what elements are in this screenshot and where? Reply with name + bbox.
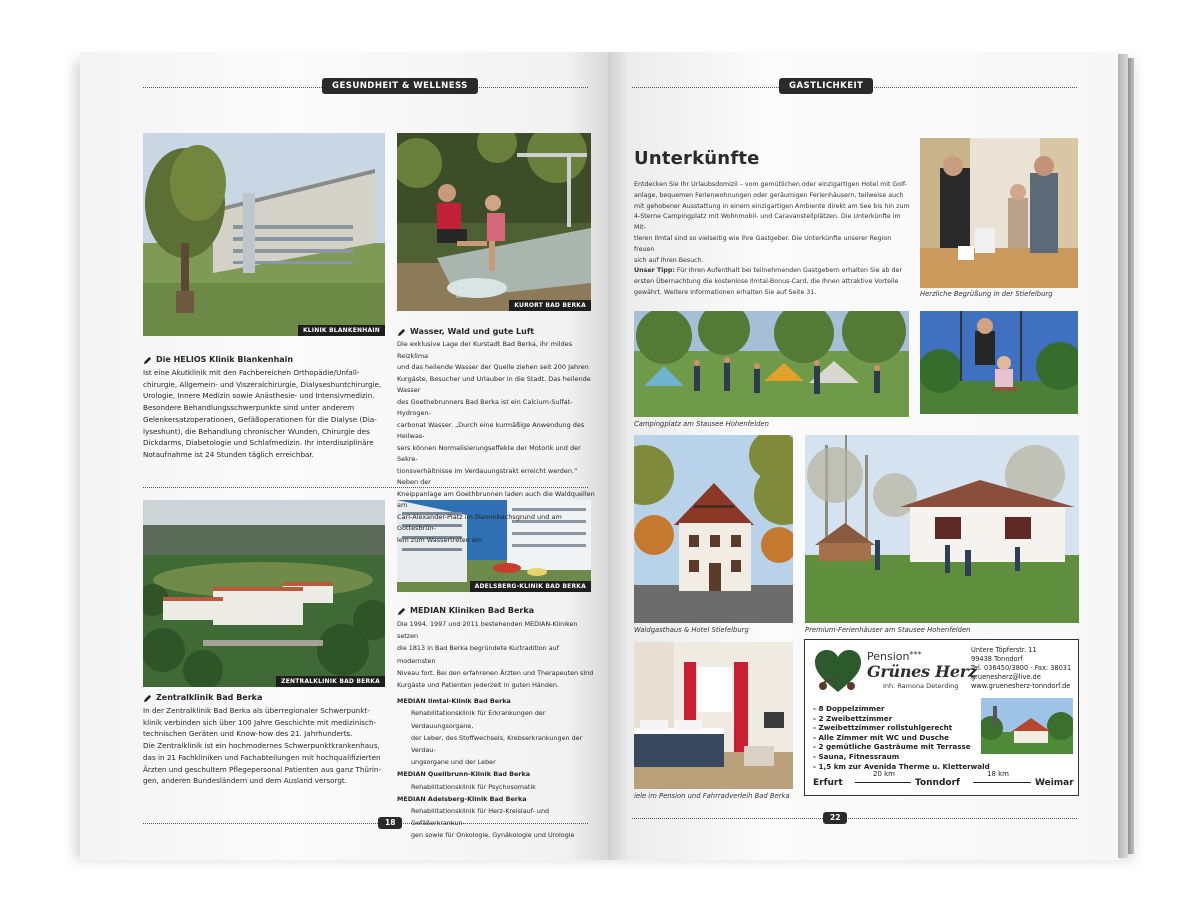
article-median-title: MEDIAN Kliniken Bad Berka	[410, 606, 535, 615]
photo-kurort-bad-berka	[397, 133, 591, 311]
article-wasser-heading	[397, 326, 597, 338]
intro-text: Entdecken Sie Ihr Urlaubsdomizil – vom gemütlichen oder einzigartigen Hotel mit Golf- anlage, bequemen Ferienwohnungen oder geräumigen Ferienhäusern, teilweise auch mit gehobener Ausstattung in einem einzigartigen Ambiente direkt am See bis hin zum 4-Sterne Campingplatz mit Wohnmobil- und Caravanstellplätzen. Die Unterkünfte im Mit- tleren Ilmtal sind so vielseitig wie ihre Gastgeber. Die Unterkünfte unserer Region freuen sich auf Ihren Besuch. Unser Tipp: Für Ihren Aufenthalt bei teilnehmenden Gastgebern erhalten Sie ab der ersten Übernachtung die kostenlose Ilmtal-Bonus-Card, die Ihnen attraktive Vorteile gewährt. Weitere Informationen erhalten Sie auf Seite 31.	[634, 181, 910, 296]
page-number-left: 18	[378, 817, 402, 829]
route-mid: Tonndorf	[915, 778, 960, 788]
caption-waldgasthaus: Waldgasthaus & Hotel Stiefelburg	[634, 626, 749, 634]
section-tab-left: GESUNDHEIT & WELLNESS	[322, 78, 478, 94]
page-number-right: 22	[823, 812, 847, 824]
page-stack-edge-dark	[1128, 58, 1134, 854]
ad-pension-name: Grünes Herz	[867, 662, 977, 681]
article-helios-heading	[143, 354, 393, 366]
route-km-left: 20 km	[873, 770, 896, 778]
photo-stiefelburg-welcome	[920, 138, 1078, 288]
ad-pension-label: Pension***	[867, 650, 922, 663]
photo-tag-zentralklinik: ZENTRALKLINIK BAD BERKA	[276, 676, 385, 687]
photo-zentralklinik	[143, 500, 385, 687]
photo-tag-blankenhain: KLINIK BLANKENHAIN	[298, 325, 385, 336]
photo-tag-kurort: KURORT BAD BERKA	[509, 300, 591, 311]
ad-contact: Untere Töpferstr. 11 99438 Tonndorf Tel. 036450/3800 - Fax: 38031 gruenesherz@live.de www.gruenesherz-tonndorf.de	[971, 646, 1072, 690]
photo-tag-adelsberg: ADELSBERG-KLINIK BAD BERKA	[470, 581, 591, 592]
photo-camping	[634, 311, 909, 417]
ad-features-list	[813, 704, 990, 771]
route-km-right: 18 km	[987, 770, 1010, 778]
article-zentralklinik	[143, 692, 393, 787]
photo-pension-room	[634, 642, 793, 789]
page-title: Unterkünfte	[634, 148, 760, 169]
article-median-body: Die 1994, 1997 und 2011 bestehenden MEDIAN-Kliniken setzen die 1813 in Bad Berka begründete Kurtradition auf modernsten Niveau fort. Bei den erfahrenen Ärzten und Therapeuten sind Kurgäste und Patienten jederzeit in guten Händen.	[397, 620, 594, 690]
pencil-icon	[397, 328, 406, 337]
article-helios-body: Ist eine Akutklinik mit den Fachbereichen Orthopädie/Unfall- chirurgie, Allgemein- und Viszeralchirurgie, Dialyseshuntchirurgie, Urologie, Innere Medizin sowie Anästhesie- und Intensivmedizin. Besondere Behandlungsschwerpunkte sind unter anderem Gelenkersatzoperationen, Gefäßoperationen für die Dialyse (Dia- lyseshunt), die Behandlung chronischer Wunden, Chirurgie des Dickdarms, Diabetologie und Schlafmedizin. Ihr interdisziplinäre Notaufnahme ist 24 Stunden täglich erreichbar.	[143, 368, 382, 459]
caption-ferienhaeuser: Premium-Ferienhäuser am Stausee Hohenfelden	[805, 626, 971, 634]
ad-feature: - Sauna, Fitnessraum	[813, 751, 900, 761]
median-clinic-list	[397, 695, 597, 841]
pencil-icon	[143, 356, 152, 365]
clinic-desc: Rehabilitationsklinik für Psychosomatik	[411, 782, 536, 791]
ad-pension-gruenes-herz	[804, 639, 1079, 796]
pencil-icon	[143, 694, 152, 703]
article-median	[397, 605, 597, 842]
section-tab-right: GASTLICHKEIT	[779, 78, 873, 94]
article-median-heading	[397, 605, 597, 617]
tip-label: Unser Tipp:	[634, 267, 675, 275]
article-wasser-title: Wasser, Wald und gute Luft	[410, 327, 535, 336]
article-helios	[143, 354, 393, 461]
route-arrow-right	[973, 782, 1031, 783]
ad-feature: - 1,5 km zur Avenida Therme u. Kletterwald	[813, 761, 990, 771]
article-zentral-title: Zentralklinik Bad Berka	[156, 693, 263, 702]
heart-icon	[813, 648, 863, 696]
ad-feature: - 2 Zweibettzimmer	[813, 713, 893, 723]
photo-ferienhaeuser	[805, 435, 1079, 623]
article-zentral-heading	[143, 692, 393, 704]
article-wasser	[397, 326, 597, 546]
ad-feature: - Zweibettzimmer rollstuhlgerecht	[813, 723, 953, 733]
ad-feature: - 2 gemütliche Gasträume mit Terrasse	[813, 742, 971, 752]
route-to: Weimar	[1035, 778, 1074, 788]
article-zentral-body: In der Zentralklinik Bad Berka als überregionaler Schwerpunkt- klinik verbinden sich über 100 Jahre Geschichte mit medizinisch- technischen Geräten und Know-how des 21. Jahrhunderts. Die Zentralklinik ist ein hochmodernes Schwerpunktkrankenhaus, das in 21 Fachkliniken und Fachabteilungen mit hochqualifizierten Ärzten und geschultem Pflegepersonal Patienten aus ganz Thürin- gen, anderen Bundesländern und dem Ausland versorgt.	[143, 706, 382, 786]
caption-camping: Campingplatz am Stausee Hohenfelden	[634, 420, 769, 428]
clinic-name: MEDIAN Quellbrunn-Klinik Bad Berka	[397, 770, 531, 779]
article-helios-title: Die HELIOS Klinik Blankenhain	[156, 355, 294, 364]
route-from: Erfurt	[813, 778, 843, 788]
clinic-name: MEDIAN Ilmtal-Klinik Bad Berka	[397, 697, 511, 706]
route-arrow-left	[855, 782, 911, 783]
ad-house-photo	[981, 698, 1073, 754]
ad-route-map	[811, 770, 1073, 792]
pencil-icon	[397, 607, 406, 616]
ad-feature: - 8 Doppelzimmer	[813, 704, 885, 713]
page-stack-edge	[1118, 54, 1128, 858]
clinic-name: MEDIAN Adelsberg-Klinik Bad Berka	[397, 794, 527, 803]
caption-stiefelburg-welcome: Herzliche Begrüßung in der Stiefelburg	[920, 290, 1053, 298]
photo-klinik-blankenhain	[143, 133, 385, 336]
caption-pension-room: iele im Pension und Fahrradverleih Bad Berka	[634, 792, 790, 800]
photo-waldgasthaus	[634, 435, 793, 623]
clinic-desc: Rehabilitationsklinik für Erkrankungen der Verdauungsorgane, der Leber, des Stoffwechsels, Krebserkrankungen der Verdau- ungsorgane und der Leber	[411, 709, 583, 767]
photo-swing	[920, 311, 1078, 414]
footer-divider-right	[632, 818, 1077, 819]
ad-feature: - Alle Zimmer mit WC und Dusche	[813, 732, 950, 742]
article-wasser-body: Die exklusive Lage der Kurstadt Bad Berka, ihr mildes Reizklima und das heilende Wasser der Quelle ziehen seit 200 Jahren Kurgäste, Besucher und Urlauber in die Stadt. Das heilende Wasser des Goethebrunners Bad Berka ist ein Calcium-Sulfat-Hydrogen- carbonat Wasser. „Durch eine kurmäßige Anwendung des Heilwas- sers können Normalisierungseffekte der Motorik und der Sekre- tionsverhältnisse im Verdauungstrakt erreicht werden.“ Neben der Kneippanlage am Goethbrunnen laden auch die Waldquellen am Carl-Alexander-Platz im Dammbachsgrund und am Gottesbrün- lein zum Wassertreten ein.	[397, 340, 595, 544]
ad-owner: Inh. Ramona Deterding	[883, 682, 959, 690]
clinic-desc: Rehabilitationsklinik für Herz-Kreislauf- und Gefäßerkrankun- gen sowie für Onkologie, Gynäkologie und Urologie	[411, 807, 575, 840]
